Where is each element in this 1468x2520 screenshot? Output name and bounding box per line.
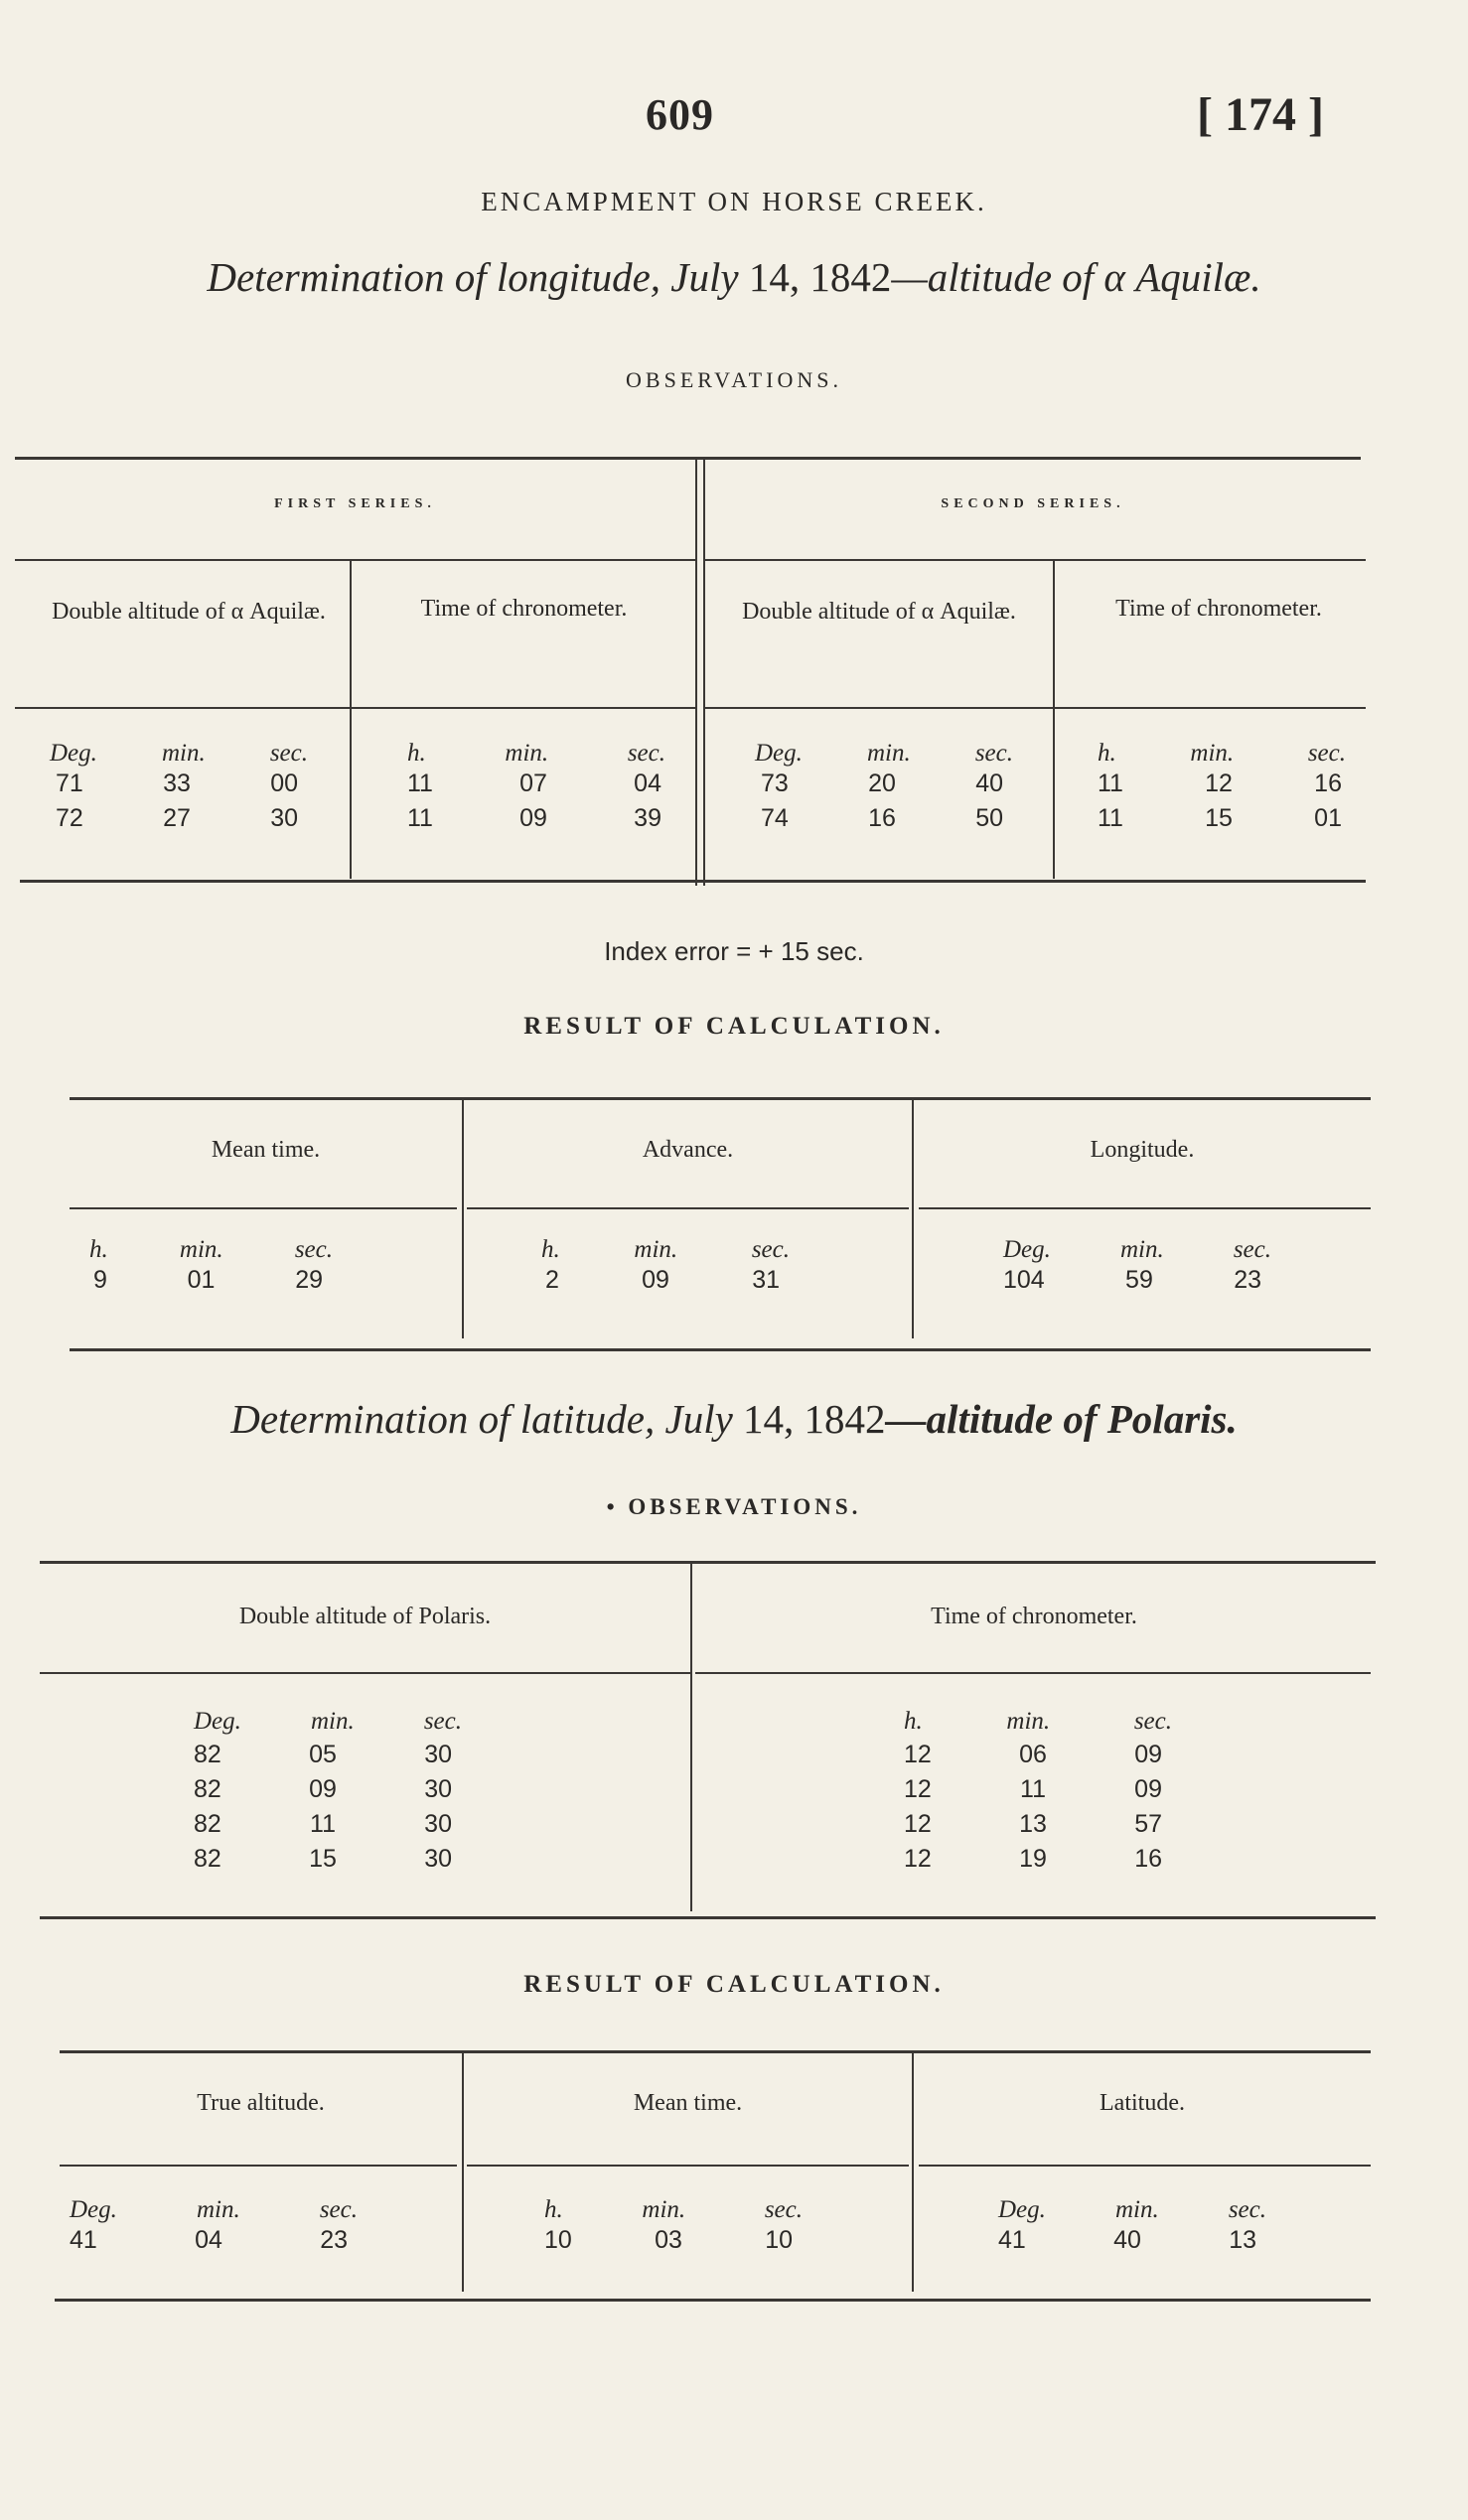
table-cell: Deg. (70, 2196, 117, 2223)
table-cell: 05 (309, 1741, 337, 1768)
table-rule (60, 2165, 457, 2167)
table-cell: sec. (294, 1236, 333, 1263)
table-cell: min. (1190, 740, 1235, 767)
table-rule (15, 707, 695, 709)
latitude-result-label: RESULT OF CALCULATION. (523, 1971, 945, 1998)
table-cell: 30 (424, 1845, 452, 1873)
table-cell: min. (161, 740, 206, 767)
index-error: Index error = + 15 sec. (604, 936, 864, 966)
second-time-column (1098, 740, 1346, 833)
table-cell: 12 (904, 1741, 932, 1768)
table-rule (705, 559, 1366, 561)
table-cell: 20 (868, 770, 896, 797)
longitude-title (0, 253, 1468, 301)
table-cell: 09 (1134, 1775, 1162, 1803)
table-rule (70, 1348, 1371, 1351)
table-cell: 82 (194, 1845, 221, 1873)
result-header-advance: Advance. (642, 1137, 734, 1163)
table-cell: 82 (194, 1810, 221, 1838)
table-cell: 40 (1113, 2226, 1141, 2254)
table-cell: 50 (975, 804, 1003, 832)
table-row (904, 1772, 1172, 1807)
table-rule (60, 2050, 1371, 2053)
result-header-latitude: Latitude. (1100, 2090, 1185, 2116)
table-cell: 09 (1134, 1741, 1162, 1768)
table-cell: Deg. (50, 740, 97, 767)
first-time-column (407, 740, 665, 833)
table-row (904, 1807, 1172, 1842)
table-cell: 82 (194, 1775, 221, 1803)
result-true-altitude (70, 2196, 358, 2255)
table-cell: sec. (751, 1236, 790, 1263)
table-cell: 07 (519, 770, 547, 797)
latitude-title (0, 1395, 1468, 1443)
table-cell: 01 (187, 1266, 216, 1294)
units-row (1098, 740, 1346, 768)
series-divider-2 (703, 457, 705, 886)
table-row (1098, 798, 1346, 833)
units-row (194, 1708, 462, 1736)
table-row (1003, 1264, 1271, 1295)
result-header-longitude: Longitude. (1090, 1137, 1195, 1163)
table-cell: h. (407, 740, 426, 767)
units-row (541, 1236, 790, 1264)
table-cell: 12 (1205, 770, 1233, 797)
table-cell: 19 (1019, 1845, 1047, 1873)
table-cell: 10 (544, 2226, 572, 2254)
table-cell: Deg. (755, 740, 803, 767)
table-row (50, 798, 308, 833)
table-cell: 23 (1234, 1266, 1261, 1294)
table-cell: 41 (998, 2226, 1026, 2254)
table-cell: 74 (761, 804, 789, 832)
table-cell: sec. (1133, 1708, 1172, 1735)
table-cell: min. (866, 740, 911, 767)
table-row (89, 1264, 333, 1295)
table-cell: 09 (519, 804, 547, 832)
table-rule (467, 1207, 909, 1209)
units-row (407, 740, 665, 768)
table-cell: 03 (655, 2226, 682, 2254)
first-altitude-column (50, 740, 308, 833)
table-cell: 71 (56, 770, 83, 797)
table-cell: 11 (1098, 804, 1123, 832)
table-rule (40, 1561, 1376, 1564)
second-altitude-column (755, 740, 1013, 833)
table-cell: 11 (1020, 1775, 1046, 1803)
running-title: ENCAMPMENT ON HORSE CREEK. (481, 187, 987, 216)
table-row (904, 1736, 1172, 1772)
table-rule (40, 1672, 690, 1674)
table-cell: h. (544, 2196, 563, 2223)
table-cell: 41 (70, 2226, 97, 2254)
table-cell: 16 (868, 804, 896, 832)
table-row (904, 1842, 1172, 1877)
table-cell: 73 (761, 770, 789, 797)
units-row (50, 740, 308, 768)
latitude-time-header: Time of chronometer. (931, 1604, 1137, 1629)
longitude-title-star: α Aquilæ. (1103, 254, 1261, 300)
table-row (194, 1736, 462, 1772)
table-cell: sec. (319, 2196, 358, 2223)
units-row (1003, 1236, 1271, 1264)
table-cell: 13 (1229, 2226, 1256, 2254)
table-cell: min. (505, 740, 549, 767)
column-divider (350, 561, 352, 879)
units-row (998, 2196, 1266, 2224)
longitude-title-text: Determination of longitude, July (207, 254, 749, 300)
table-cell: sec. (974, 740, 1013, 767)
table-cell: Deg. (1003, 1236, 1051, 1263)
latitude-title-text-2: —altitude of Polaris. (885, 1396, 1238, 1442)
table-cell: Deg. (194, 1708, 241, 1735)
table-cell: 04 (195, 2226, 222, 2254)
longitude-title-date: 14, 1842 (748, 254, 892, 300)
table-cell: sec. (423, 1708, 462, 1735)
table-rule (20, 880, 1366, 883)
table-cell: 40 (975, 770, 1003, 797)
table-rule (40, 1916, 1376, 1919)
first-series-label: FIRST SERIES. (274, 496, 436, 511)
table-cell: 04 (634, 770, 661, 797)
units-row (544, 2196, 803, 2224)
first-time-header: Time of chronometer. (420, 596, 628, 622)
units-row (904, 1708, 1172, 1736)
table-rule (919, 2165, 1371, 2167)
table-row (998, 2224, 1266, 2255)
table-cell: Deg. (998, 2196, 1046, 2223)
table-cell: 11 (1098, 770, 1123, 797)
table-cell: 33 (163, 770, 191, 797)
series-divider (695, 457, 697, 886)
latitude-title-date: 14, 1842 (743, 1396, 886, 1442)
table-cell: 27 (163, 804, 191, 832)
first-altitude-header: Double altitude of α Aquilæ. (52, 599, 326, 625)
result-header-mean-time: Mean time. (633, 2090, 743, 2116)
table-cell: 72 (56, 804, 83, 832)
table-cell: 09 (642, 1266, 669, 1294)
table-cell: 2 (545, 1266, 559, 1294)
second-series-label: SECOND SERIES. (941, 496, 1125, 511)
table-cell: 16 (1134, 1845, 1162, 1873)
table-cell: h. (904, 1708, 923, 1735)
table-cell: 12 (904, 1810, 932, 1838)
table-cell: 06 (1019, 1741, 1047, 1768)
result-latitude (998, 2196, 1266, 2255)
table-cell: 09 (309, 1775, 337, 1803)
column-divider (462, 1100, 464, 1338)
table-row (50, 768, 308, 798)
latitude-altitude-column (194, 1708, 462, 1877)
table-cell: 00 (270, 770, 298, 797)
table-cell: h. (1098, 740, 1116, 767)
table-cell: 30 (424, 1741, 452, 1768)
table-rule (705, 707, 1366, 709)
table-cell: min. (1114, 2196, 1159, 2223)
table-cell: 01 (1314, 804, 1342, 832)
units-row (89, 1236, 333, 1264)
table-rule (919, 1207, 1371, 1209)
table-cell: 15 (1205, 804, 1233, 832)
table-cell: 11 (310, 1810, 336, 1838)
table-cell: min. (634, 1236, 678, 1263)
longitude-title-text-2: —altitude of (891, 254, 1104, 300)
result-advance (541, 1236, 790, 1295)
latitude-time-column (904, 1708, 1172, 1877)
table-row (755, 798, 1013, 833)
second-time-header: Time of chronometer. (1115, 596, 1322, 622)
table-row (544, 2224, 803, 2255)
table-row (1098, 768, 1346, 798)
latitude-altitude-header: Double altitude of Polaris. (238, 1604, 492, 1629)
table-cell: 9 (93, 1266, 107, 1294)
table-row (194, 1807, 462, 1842)
table-cell: 23 (320, 2226, 348, 2254)
table-cell: h. (89, 1236, 108, 1263)
table-rule (70, 1097, 1371, 1100)
table-cell: 13 (1019, 1810, 1047, 1838)
table-cell: 59 (1125, 1266, 1153, 1294)
table-cell: 11 (407, 770, 433, 797)
page-number: 609 (646, 90, 714, 139)
table-cell: sec. (1228, 2196, 1266, 2223)
table-row (407, 768, 665, 798)
table-cell: sec. (1233, 1236, 1271, 1263)
table-row (70, 2224, 358, 2255)
table-cell: min. (642, 2196, 686, 2223)
result-longitude (1003, 1236, 1271, 1295)
table-cell: 30 (424, 1775, 452, 1803)
table-cell: 12 (904, 1775, 932, 1803)
units-row (755, 740, 1013, 768)
table-cell: min. (1006, 1708, 1051, 1735)
result-mean-time-latitude (544, 2196, 803, 2255)
latitude-observations-label: • OBSERVATIONS. (606, 1494, 862, 1519)
table-cell: 104 (1003, 1266, 1045, 1294)
table-row (407, 798, 665, 833)
table-cell: 57 (1134, 1810, 1162, 1838)
table-cell: 30 (424, 1810, 452, 1838)
table-rule (467, 2165, 909, 2167)
table-row (194, 1772, 462, 1807)
table-cell: 15 (309, 1845, 337, 1873)
units-row (70, 2196, 358, 2224)
table-rule (55, 2299, 1371, 2302)
table-cell: min. (179, 1236, 223, 1263)
table-cell: 31 (752, 1266, 780, 1294)
table-rule (15, 559, 695, 561)
table-cell: sec. (764, 2196, 803, 2223)
table-rule (70, 1207, 457, 1209)
table-cell: 12 (904, 1845, 932, 1873)
table-cell: min. (196, 2196, 240, 2223)
table-cell: sec. (269, 740, 308, 767)
table-row (541, 1264, 790, 1295)
longitude-result-label: RESULT OF CALCULATION. (523, 1013, 945, 1040)
table-cell: min. (1119, 1236, 1164, 1263)
table-cell: 10 (765, 2226, 793, 2254)
result-mean-time (89, 1236, 333, 1295)
latitude-title-text: Determination of latitude, July (230, 1396, 744, 1442)
column-divider (912, 2053, 914, 2292)
bracket-page-number: [ 174 ] (1197, 88, 1324, 141)
result-header-mean-time: Mean time. (211, 1137, 321, 1163)
table-row (194, 1842, 462, 1877)
table-rule (695, 1672, 1371, 1674)
table-cell: 29 (295, 1266, 323, 1294)
table-row (755, 768, 1013, 798)
table-rule (15, 457, 1361, 460)
table-cell: h. (541, 1236, 560, 1263)
column-divider (912, 1100, 914, 1338)
table-cell: sec. (1307, 740, 1346, 767)
column-divider (462, 2053, 464, 2292)
second-altitude-header: Double altitude of α Aquilæ. (742, 599, 1016, 625)
table-cell: min. (310, 1708, 355, 1735)
result-header-true-altitude: True altitude. (197, 2090, 325, 2116)
table-cell: 30 (270, 804, 298, 832)
table-cell: 11 (407, 804, 433, 832)
table-cell: sec. (627, 740, 665, 767)
longitude-observations-label: OBSERVATIONS. (626, 367, 842, 392)
table-cell: 16 (1314, 770, 1342, 797)
table-cell: 39 (634, 804, 661, 832)
table-cell: 82 (194, 1741, 221, 1768)
